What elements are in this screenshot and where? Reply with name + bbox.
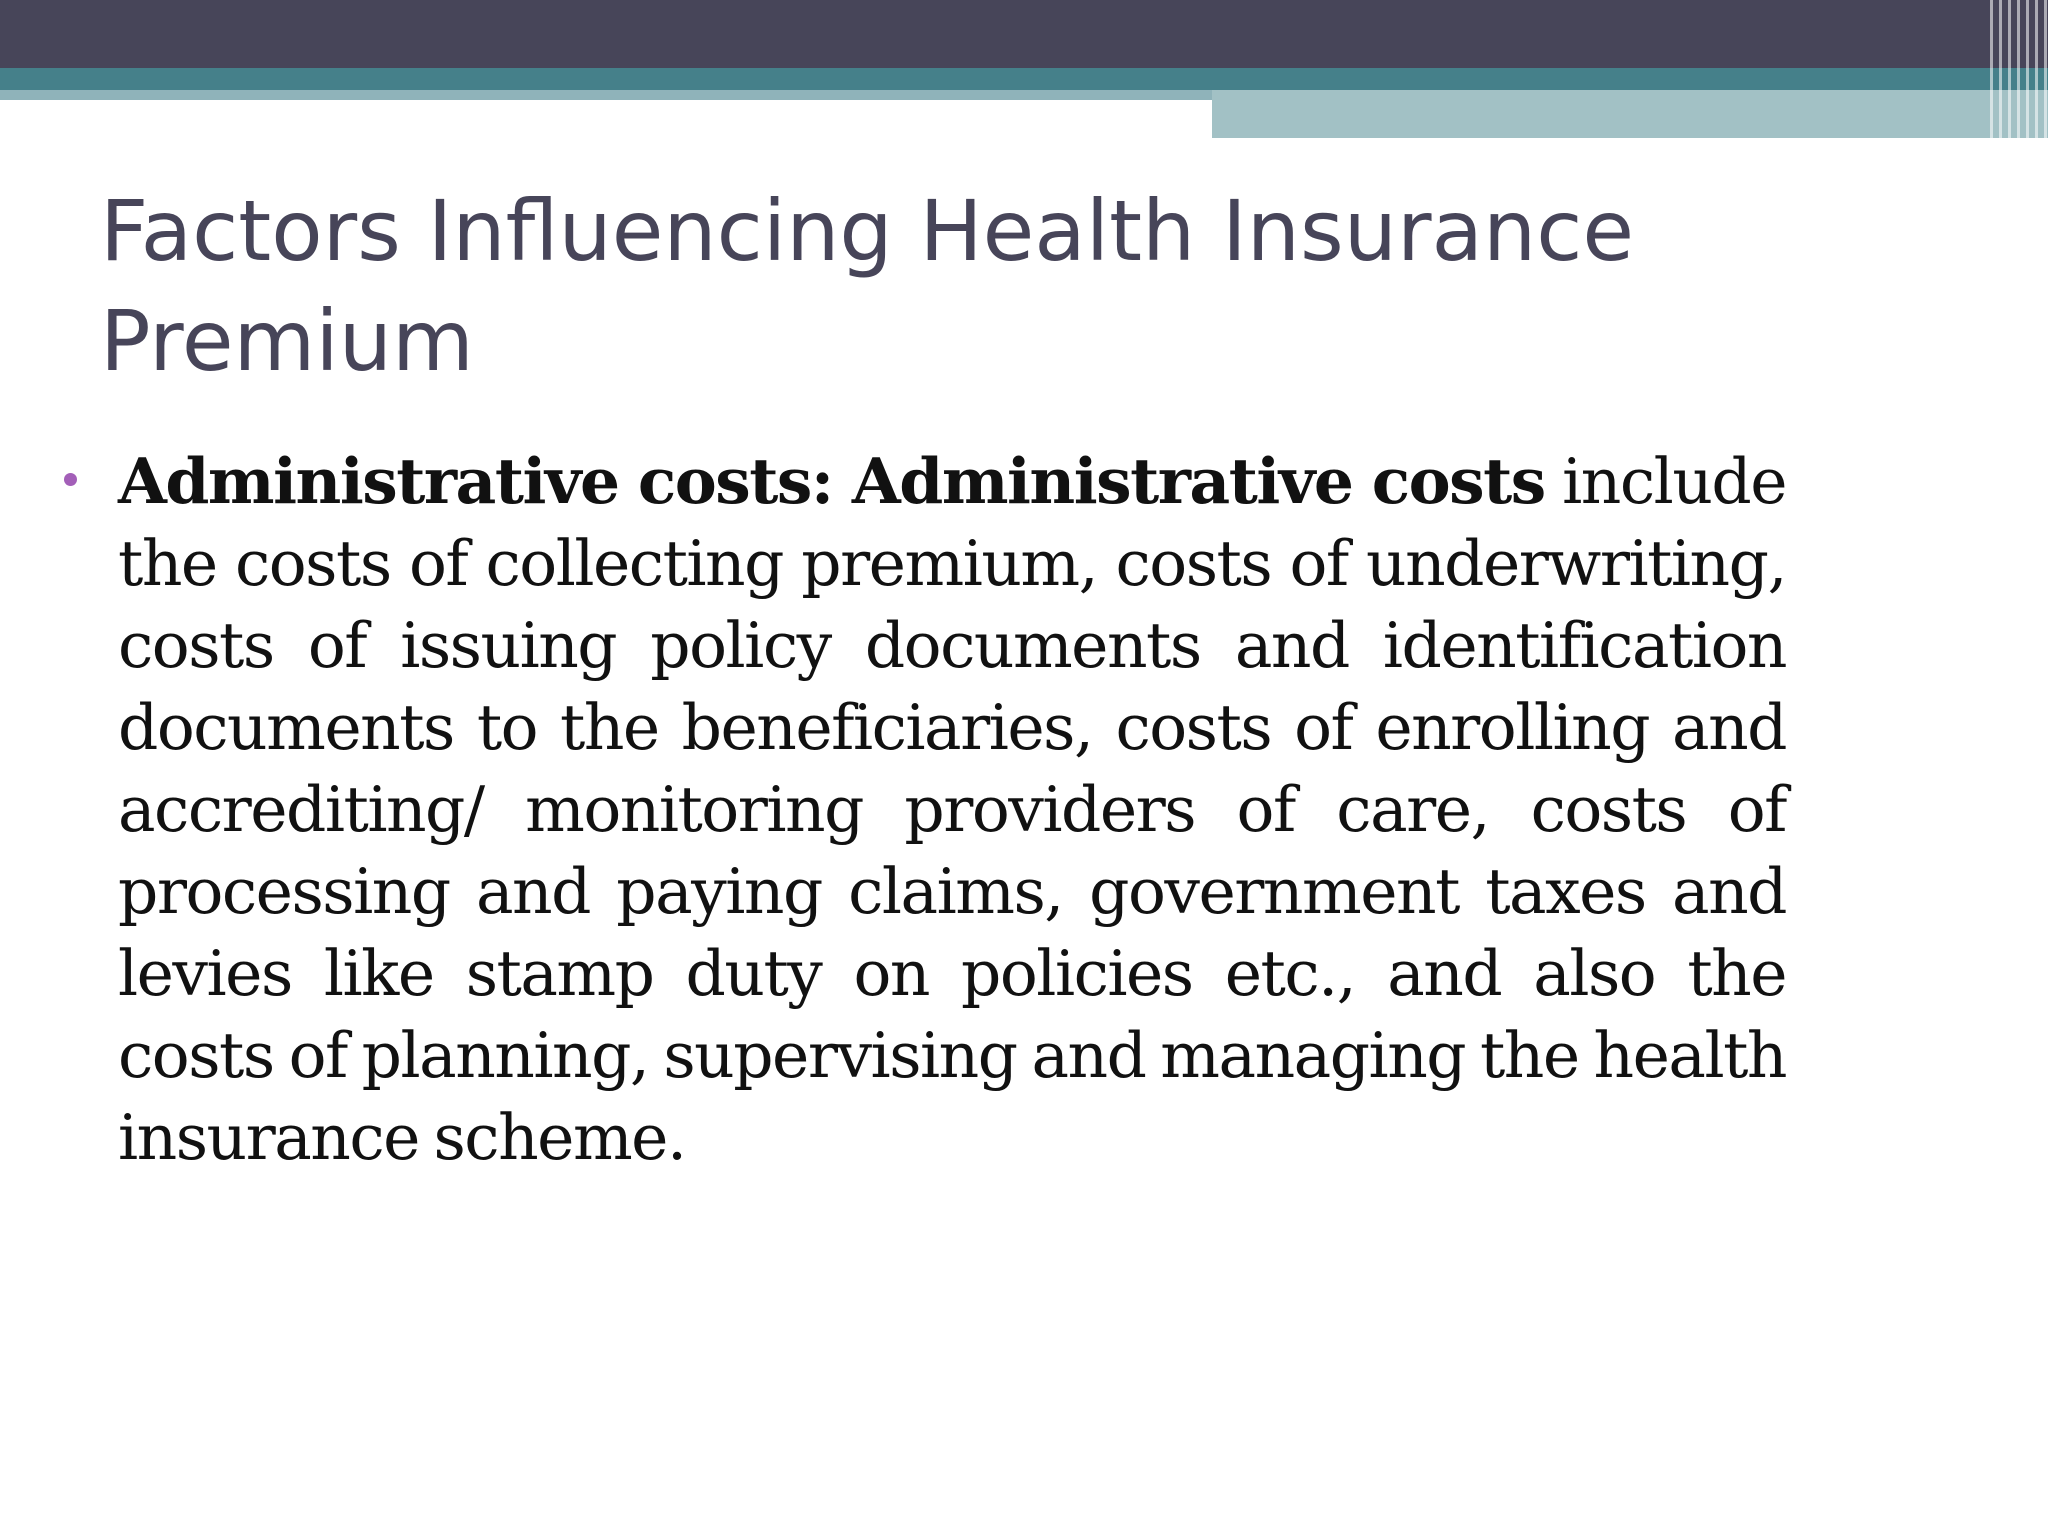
bullet-body-text: include the costs of collecting premium, costs of underwriting, costs of issuing policy documents and identification documents to the beneficiaries, costs of enrolling and accrediting/ monitoring providers of care, costs of processing and paying claims, government taxes and levies like stamp duty on policies etc., and also the costs of planning, supervising and managing the health insurance scheme. bbox=[118, 445, 1786, 1174]
header-edge-stripes bbox=[1984, 0, 2048, 138]
bullet-dot-icon bbox=[64, 473, 77, 486]
slide-title: Factors Influencing Health Insurance Premium bbox=[100, 182, 1635, 390]
header-band-teal bbox=[0, 68, 2048, 90]
header-band-thin-light bbox=[0, 90, 1212, 100]
bullet-paragraph bbox=[118, 440, 1786, 1179]
bullet-item-administrative-costs bbox=[60, 440, 1786, 1179]
header-band-light bbox=[1212, 90, 2048, 138]
header-band-dark bbox=[0, 0, 2048, 68]
bullet-lead-text: Administrative costs: Administrative costs bbox=[118, 444, 1545, 518]
bullet-list bbox=[60, 440, 1786, 1179]
